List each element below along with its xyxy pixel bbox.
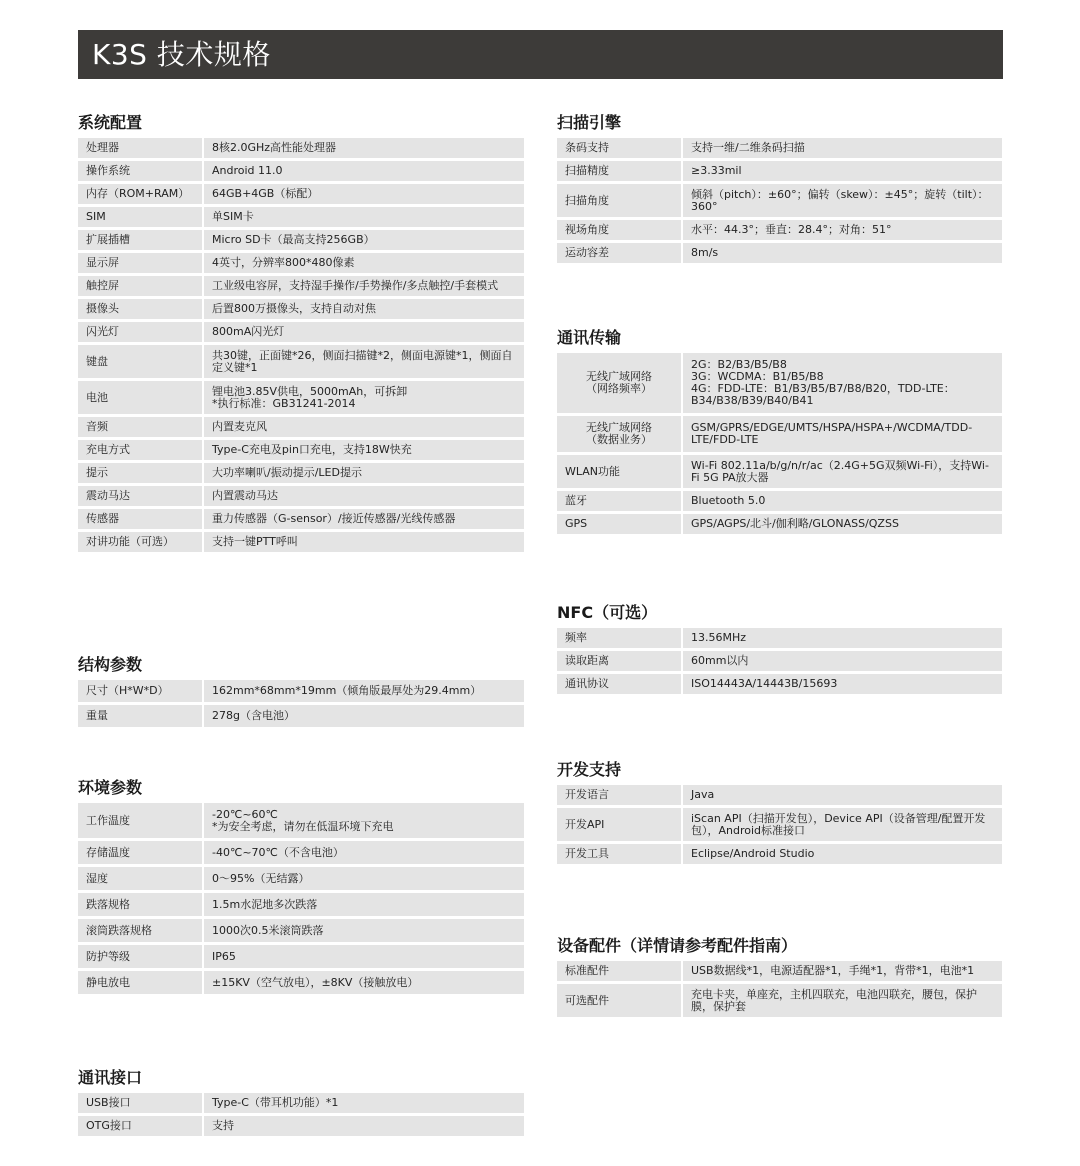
spec-row xyxy=(78,161,524,181)
spec-row xyxy=(78,680,524,702)
left-section-3 xyxy=(78,1067,524,1139)
spec-row xyxy=(78,440,524,460)
spec-row xyxy=(78,253,524,273)
spec-row xyxy=(78,945,524,968)
spec-value: 支持一键PTT呼叫 xyxy=(204,532,524,552)
spec-value: IP65 xyxy=(204,945,524,968)
spec-key: 处理器 xyxy=(78,138,204,158)
spec-table xyxy=(78,1090,524,1139)
spec-row xyxy=(557,353,1002,413)
spec-row xyxy=(557,651,1002,671)
section-title: 开发支持 xyxy=(557,760,622,779)
left-section-1 xyxy=(78,654,524,730)
page-title: K3S 技术规格 xyxy=(78,30,1003,79)
spec-key: WLAN功能 xyxy=(557,455,683,488)
spec-row xyxy=(557,844,1002,864)
spec-key: 扫描角度 xyxy=(557,184,683,217)
spec-key: 电池 xyxy=(78,381,204,414)
spec-value: 13.56MHz xyxy=(683,628,1002,648)
spec-value: 充电卡夹，单座充，主机四联充，电池四联充，腰包，保护膜，保护套 xyxy=(683,984,1002,1017)
spec-key: 音频 xyxy=(78,417,204,437)
spec-row xyxy=(78,276,524,296)
spec-key: 可选配件 xyxy=(557,984,683,1017)
spec-value: 工业级电容屏，支持湿手操作/手势操作/多点触控/手套模式 xyxy=(204,276,524,296)
right-section-1 xyxy=(557,327,1002,537)
spec-key: 摄像头 xyxy=(78,299,204,319)
spec-row xyxy=(557,628,1002,648)
spec-key: 存储温度 xyxy=(78,841,204,864)
spec-row xyxy=(78,919,524,942)
spec-row xyxy=(557,514,1002,534)
spec-key: 扫描精度 xyxy=(557,161,683,181)
spec-value: Java xyxy=(683,785,1002,805)
spec-row xyxy=(557,138,1002,158)
spec-value: 1.5m水泥地多次跌落 xyxy=(204,893,524,916)
spec-row xyxy=(557,785,1002,805)
spec-row xyxy=(78,381,524,414)
spec-table xyxy=(78,135,524,555)
spec-key: SIM xyxy=(78,207,204,227)
section-title: NFC（可选） xyxy=(557,603,658,622)
spec-row xyxy=(557,161,1002,181)
spec-key: 工作温度 xyxy=(78,803,204,838)
spec-key: 条码支持 xyxy=(557,138,683,158)
spec-row xyxy=(78,299,524,319)
spec-value: -20℃~60℃ *为安全考虑，请勿在低温环境下充电 xyxy=(204,803,524,838)
spec-key: USB接口 xyxy=(78,1093,204,1113)
left-section-2 xyxy=(78,777,524,997)
section-title: 结构参数 xyxy=(78,655,143,674)
spec-value: 后置800万摄像头，支持自动对焦 xyxy=(204,299,524,319)
spec-row xyxy=(78,893,524,916)
spec-row xyxy=(78,509,524,529)
section-title: 设备配件（详情请参考配件指南） xyxy=(557,936,798,955)
spec-key: 运动容差 xyxy=(557,243,683,263)
spec-table xyxy=(78,677,524,730)
spec-value: 内置震动马达 xyxy=(204,486,524,506)
section-title: 扫描引擎 xyxy=(557,113,622,132)
spec-key: 滚筒跌落规格 xyxy=(78,919,204,942)
spec-value: iScan API（扫描开发包），Device API（设备管理/配置开发包），Android标准接口 xyxy=(683,808,1002,841)
spec-value: 2G：B2/B3/B5/B8 3G：WCDMA：B1/B5/B8 4G：FDD-LTE：B1/B3/B5/B7/B8/B20，TDD-LTE：B34/B38/B39/B40/B41 xyxy=(683,353,1002,413)
spec-value: GSM/GPRS/EDGE/UMTS/HSPA/HSPA+/WCDMA/TDD-LTE/FDD-LTE xyxy=(683,416,1002,452)
spec-table xyxy=(557,782,1002,867)
spec-row xyxy=(78,705,524,727)
spec-table xyxy=(557,135,1002,266)
spec-row xyxy=(78,230,524,250)
spec-value: 0～95%（无结露） xyxy=(204,867,524,890)
spec-value: 内置麦克风 xyxy=(204,417,524,437)
spec-row xyxy=(557,491,1002,511)
spec-row xyxy=(557,455,1002,488)
spec-key: OTG接口 xyxy=(78,1116,204,1136)
spec-key: 无线广域网络 （网络频率） xyxy=(557,353,683,413)
spec-row xyxy=(78,841,524,864)
spec-row xyxy=(78,971,524,994)
spec-key: 静电放电 xyxy=(78,971,204,994)
spec-value: 162mm*68mm*19mm（倾角版最厚处为29.4mm） xyxy=(204,680,524,702)
spec-row xyxy=(557,184,1002,217)
spec-value: 8m/s xyxy=(683,243,1002,263)
spec-key: 提示 xyxy=(78,463,204,483)
right-section-0 xyxy=(557,112,1002,266)
spec-row xyxy=(78,803,524,838)
spec-key: 频率 xyxy=(557,628,683,648)
spec-value: Type-C（带耳机功能）*1 xyxy=(204,1093,524,1113)
spec-row xyxy=(78,867,524,890)
spec-key: 重量 xyxy=(78,705,204,727)
spec-value: 共30键，正面键*26，侧面扫描键*2，侧面电源键*1，侧面自定义键*1 xyxy=(204,345,524,378)
spec-row xyxy=(557,243,1002,263)
spec-value: 单SIM卡 xyxy=(204,207,524,227)
spec-table xyxy=(557,958,1002,1020)
spec-table xyxy=(557,625,1002,697)
spec-row xyxy=(557,961,1002,981)
spec-key: 对讲功能（可选） xyxy=(78,532,204,552)
spec-key: 标准配件 xyxy=(557,961,683,981)
spec-table xyxy=(78,800,524,997)
spec-value: 278g（含电池） xyxy=(204,705,524,727)
spec-row xyxy=(78,486,524,506)
spec-row xyxy=(78,1093,524,1113)
spec-row xyxy=(78,138,524,158)
spec-value: 800mA闪光灯 xyxy=(204,322,524,342)
spec-value: 64GB+4GB（标配） xyxy=(204,184,524,204)
section-title: 通讯接口 xyxy=(78,1068,143,1087)
spec-value: 60mm以内 xyxy=(683,651,1002,671)
spec-key: 开发API xyxy=(557,808,683,841)
spec-row xyxy=(78,345,524,378)
spec-key: 开发语言 xyxy=(557,785,683,805)
spec-key: 内存（ROM+RAM） xyxy=(78,184,204,204)
spec-value: Eclipse/Android Studio xyxy=(683,844,1002,864)
spec-value: Type-C充电及pin口充电，支持18W快充 xyxy=(204,440,524,460)
spec-key: 键盘 xyxy=(78,345,204,378)
section-title: 通讯传输 xyxy=(557,328,622,347)
spec-value: 1000次0.5米滚筒跌落 xyxy=(204,919,524,942)
spec-table xyxy=(557,350,1002,537)
spec-value: 倾斜（pitch）：±60°；偏转（skew）：±45°；旋转（tilt）：360° xyxy=(683,184,1002,217)
spec-key: 传感器 xyxy=(78,509,204,529)
spec-value: ±15KV（空气放电），±8KV（接触放电） xyxy=(204,971,524,994)
spec-value: 8核2.0GHz高性能处理器 xyxy=(204,138,524,158)
spec-value: 锂电池3.85V供电，5000mAh，可拆卸 *执行标准：GB31241-2014 xyxy=(204,381,524,414)
spec-value: GPS/AGPS/北斗/伽利略/GLONASS/QZSS xyxy=(683,514,1002,534)
spec-row xyxy=(78,417,524,437)
spec-row xyxy=(557,220,1002,240)
spec-key: 闪光灯 xyxy=(78,322,204,342)
spec-row xyxy=(78,322,524,342)
spec-value: Micro SD卡（最高支持256GB） xyxy=(204,230,524,250)
spec-row xyxy=(557,416,1002,452)
spec-row xyxy=(78,532,524,552)
spec-key: 操作系统 xyxy=(78,161,204,181)
spec-value: Android 11.0 xyxy=(204,161,524,181)
spec-value: 支持一维/二维条码扫描 xyxy=(683,138,1002,158)
section-title: 环境参数 xyxy=(78,778,143,797)
spec-value: ≥3.33mil xyxy=(683,161,1002,181)
spec-row xyxy=(557,674,1002,694)
spec-row xyxy=(78,184,524,204)
spec-key: 跌落规格 xyxy=(78,893,204,916)
spec-key: GPS xyxy=(557,514,683,534)
spec-value: 重力传感器（G-sensor）/接近传感器/光线传感器 xyxy=(204,509,524,529)
spec-value: 4英寸，分辨率800*480像素 xyxy=(204,253,524,273)
right-section-3 xyxy=(557,759,1002,867)
spec-value: -40℃~70℃（不含电池） xyxy=(204,841,524,864)
spec-key: 扩展插槽 xyxy=(78,230,204,250)
spec-value: USB数据线*1，电源适配器*1，手绳*1，背带*1，电池*1 xyxy=(683,961,1002,981)
spec-key: 湿度 xyxy=(78,867,204,890)
spec-value: 大功率喇叭/振动提示/LED提示 xyxy=(204,463,524,483)
spec-key: 尺寸（H*W*D） xyxy=(78,680,204,702)
spec-value: ISO14443A/14443B/15693 xyxy=(683,674,1002,694)
spec-key: 震动马达 xyxy=(78,486,204,506)
spec-key: 视场角度 xyxy=(557,220,683,240)
spec-key: 无线广域网络 （数据业务） xyxy=(557,416,683,452)
spec-row xyxy=(78,1116,524,1136)
section-title: 系统配置 xyxy=(78,113,143,132)
spec-key: 充电方式 xyxy=(78,440,204,460)
spec-row xyxy=(557,984,1002,1017)
right-section-2 xyxy=(557,602,1002,697)
spec-value: Wi-Fi 802.11a/b/g/n/r/ac（2.4G+5G双频Wi-Fi），支持Wi-Fi 5G PA放大器 xyxy=(683,455,1002,488)
spec-value: Bluetooth 5.0 xyxy=(683,491,1002,511)
spec-row xyxy=(557,808,1002,841)
spec-row xyxy=(78,207,524,227)
spec-key: 显示屏 xyxy=(78,253,204,273)
spec-value: 水平：44.3°；垂直：28.4°；对角：51° xyxy=(683,220,1002,240)
spec-key: 防护等级 xyxy=(78,945,204,968)
spec-value: 支持 xyxy=(204,1116,524,1136)
left-section-0 xyxy=(78,112,524,555)
spec-row xyxy=(78,463,524,483)
spec-key: 通讯协议 xyxy=(557,674,683,694)
right-section-4 xyxy=(557,935,1002,1020)
spec-key: 读取距离 xyxy=(557,651,683,671)
spec-key: 触控屏 xyxy=(78,276,204,296)
spec-key: 蓝牙 xyxy=(557,491,683,511)
spec-key: 开发工具 xyxy=(557,844,683,864)
